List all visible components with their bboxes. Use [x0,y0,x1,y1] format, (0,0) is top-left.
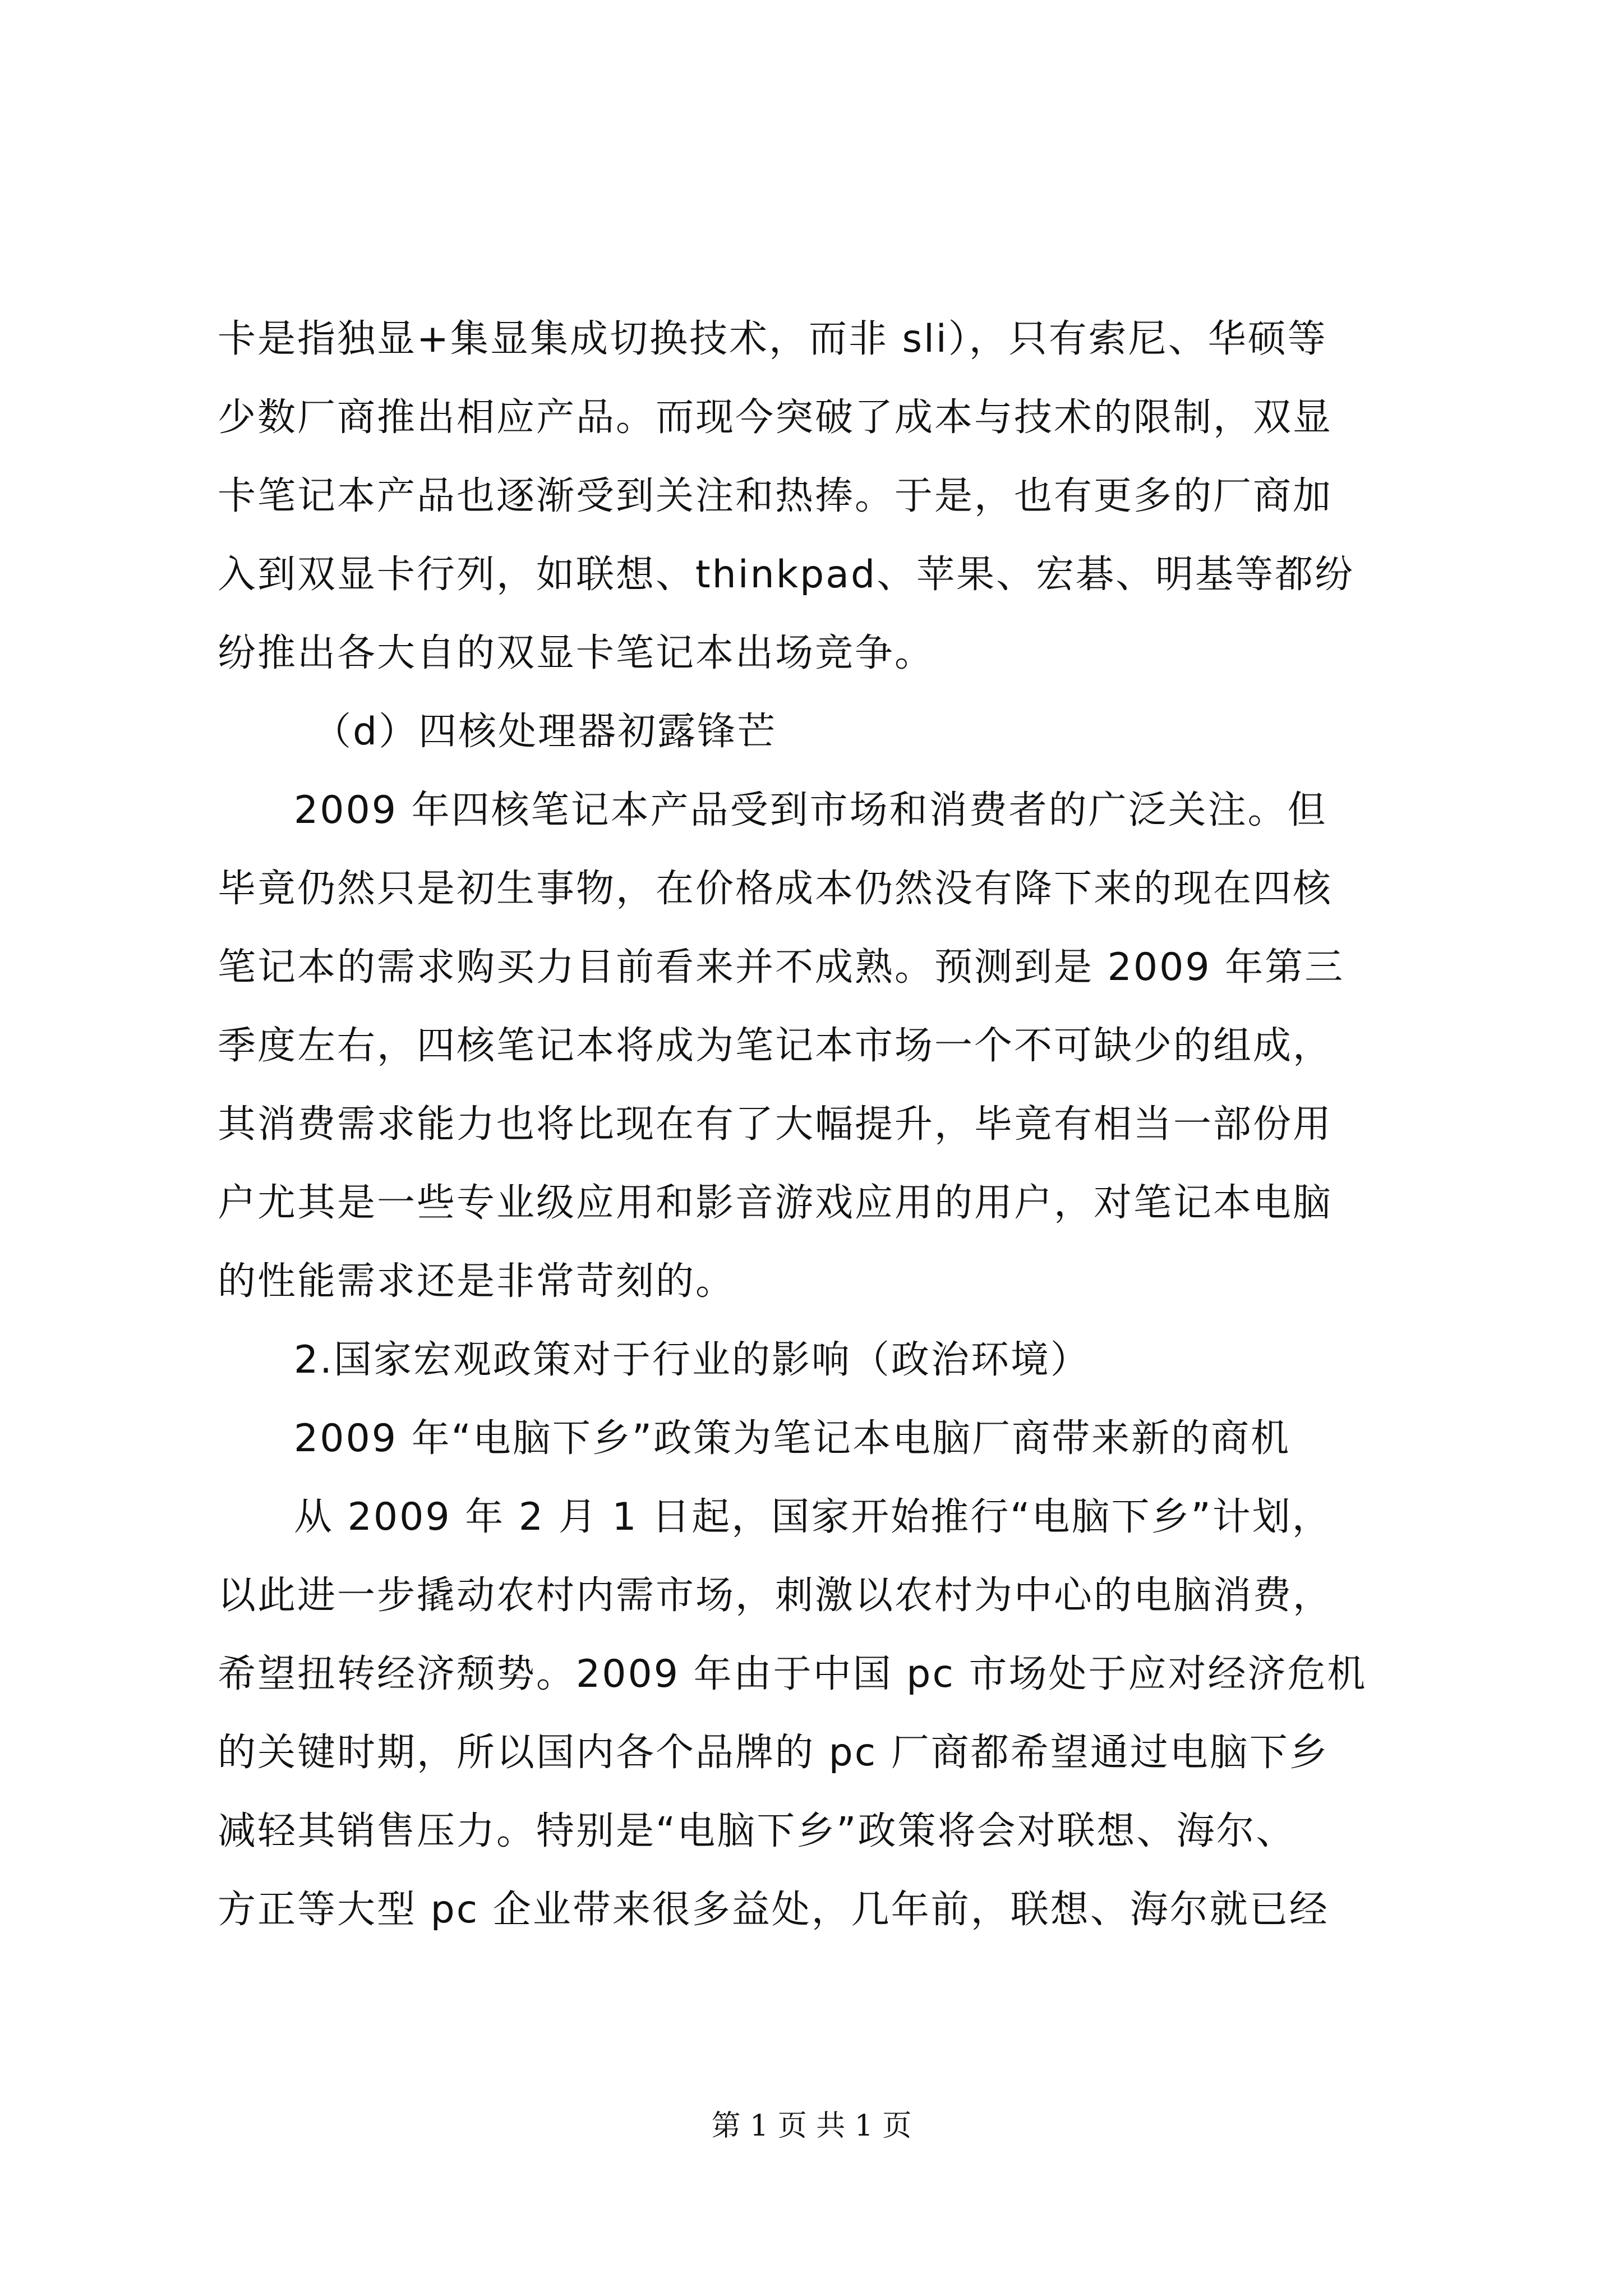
paragraph-start: 从 2009 年 2 月 1 日起，国家开始推行“电脑下乡”计划， [294,1495,1332,1539]
text-line: 户尤其是一些专业级应用和影音游戏应用的用户，对笔记本电脑 [218,1181,1333,1225]
text-line: 纷推出各大自的双显卡笔记本出场竞争。 [218,631,935,675]
section-heading: 2.国家宏观政策对于行业的影响（政治环境） [294,1338,1090,1382]
section-heading: （d）四核处理器初露锋芒 [313,710,777,754]
text-line: 的关键时期，所以国内各个品牌的 pc 厂商都希望通过电脑下乡 [218,1731,1329,1775]
paragraph-start: 2009 年四核笔记本产品受到市场和消费者的广泛关注。但 [294,788,1327,832]
text-line: 以此进一步撬动农村内需市场，刺激以农村为中心的电脑消费， [218,1573,1333,1618]
paragraph-start: 2009 年“电脑下乡”政策为笔记本电脑厂商带来新的商机 [294,1416,1291,1461]
text-line: 季度左右，四核笔记本将成为笔记本市场一个不可缺少的组成， [218,1024,1333,1068]
text-line: 卡笔记本产品也逐渐受到关注和热捧。于是，也有更多的厂商加 [218,474,1333,518]
text-line: 毕竟仍然只是初生事物，在价格成本仍然没有降下来的现在四核 [218,867,1333,911]
text-line: 少数厂商推出相应产品。而现今突破了成本与技术的限制，双显 [218,395,1333,440]
text-line: 方正等大型 pc 企业带来很多益处，几年前，联想、海尔就已经 [218,1888,1329,1932]
page-footer [0,2106,1623,2146]
text-line: 笔记本的需求购买力目前看来并不成熟。预测到是 2009 年第三 [218,945,1345,990]
text-line: 卡是指独显+集显集成切换技术，而非 sli），只有索尼、华硕等 [218,317,1327,361]
text-line: 减轻其销售压力。特别是“电脑下乡”政策将会对联想、海尔、 [218,1809,1296,1853]
text-line: 入到双显卡行列，如联想、thinkpad、苹果、宏碁、明基等都纷 [218,553,1355,597]
text-line: 其消费需求能力也将比现在有了大幅提升，毕竟有相当一部份用 [218,1102,1333,1147]
text-line: 的性能需求还是非常苛刻的。 [218,1259,736,1304]
text-line: 希望扭转经济颓势。2009 年由于中国 pc 市场处于应对经济危机 [218,1652,1367,1696]
page-number-label: 第 1 页 共 1 页 [711,2109,912,2143]
document-body [218,300,1429,1949]
